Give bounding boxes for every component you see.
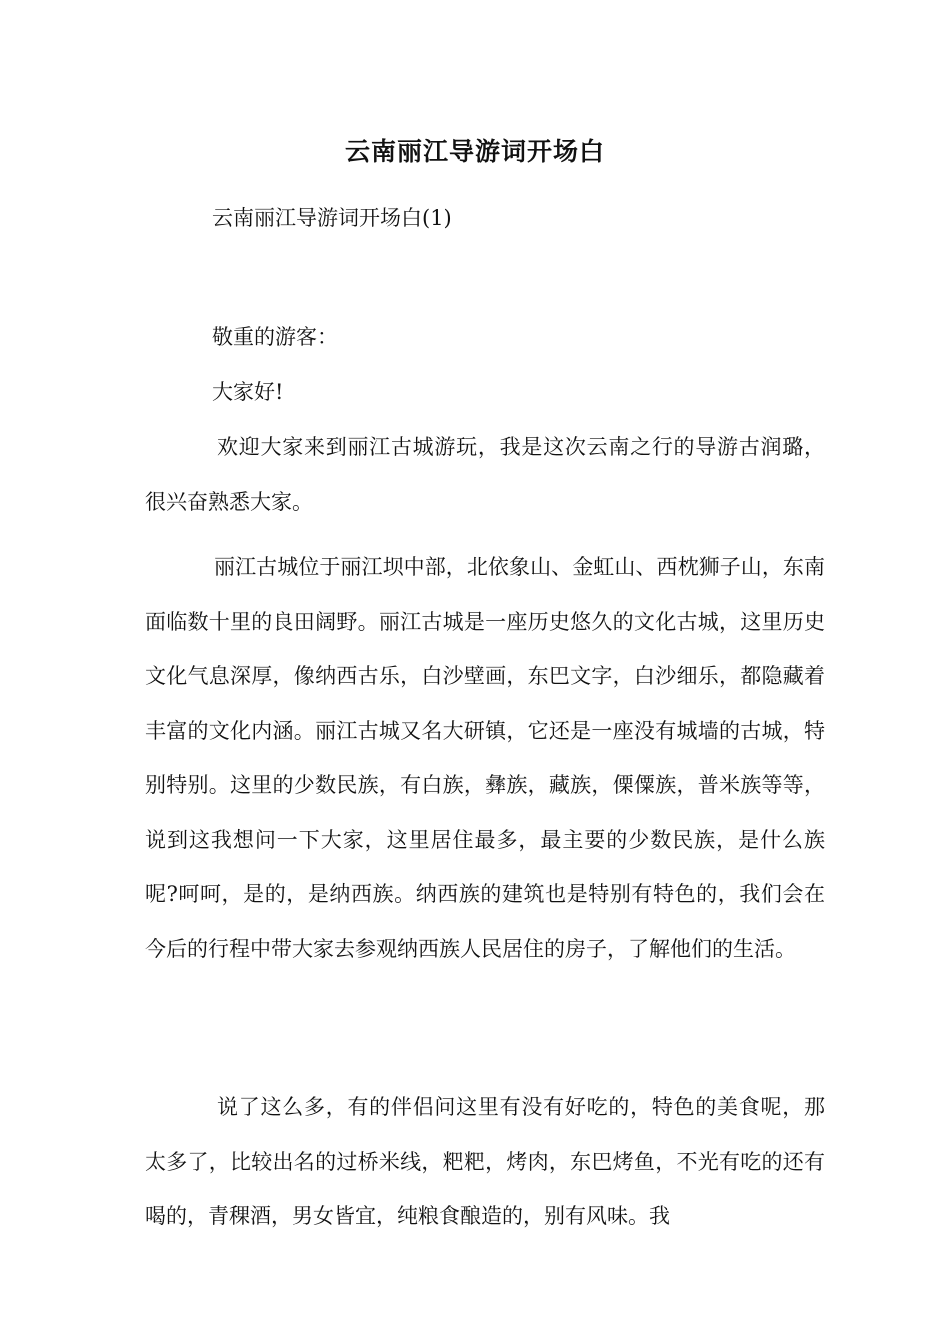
greeting: 大家好!	[212, 380, 284, 404]
paragraph-welcome: 欢迎大家来到丽江古城游玩，我是这次云南之行的导游古润璐，很兴奋熟悉大家。	[145, 435, 825, 514]
paragraph-food: 说了这么多，有的伴侣问这里有没有好吃的，特色的美食呢，那太多了，比较出名的过桥米线，粑粑，烤肉，东巴烤鱼，不光有吃的还有喝的，青稞酒，男女皆宜，纯粮食酿造的，别有风味。我	[145, 1095, 825, 1228]
document-subtitle: 云南丽江导游词开场白(1)	[212, 206, 452, 230]
paragraph-ancient-city: 丽江古城位于丽江坝中部，北依象山、金虹山、西枕狮子山，东南面临数十里的良田阔野。丽江古城是一座历史悠久的文化古城，这里历史文化气息深厚，像纳西古乐，白沙壁画，东巴文字，白沙细乐，都隐藏着丰富的文化内涵。丽江古城又名大研镇，它还是一座没有城墙的古城，特别特别。这里的少数民族，有白族，彝族，藏族，傈僳族，普米族等等，说到这我想问一下大家，这里居住最多，最主要的少数民族，是什么族呢?呵呵，是的，是纳西族。纳西族的建筑也是特别有特色的，我们会在今后的行程中带大家去参观纳西族人民居住的房子，了解他们的生活。	[145, 555, 825, 961]
salutation: 敬重的游客：	[212, 325, 338, 349]
document-title: 云南丽江导游词开场白	[344, 137, 605, 166]
